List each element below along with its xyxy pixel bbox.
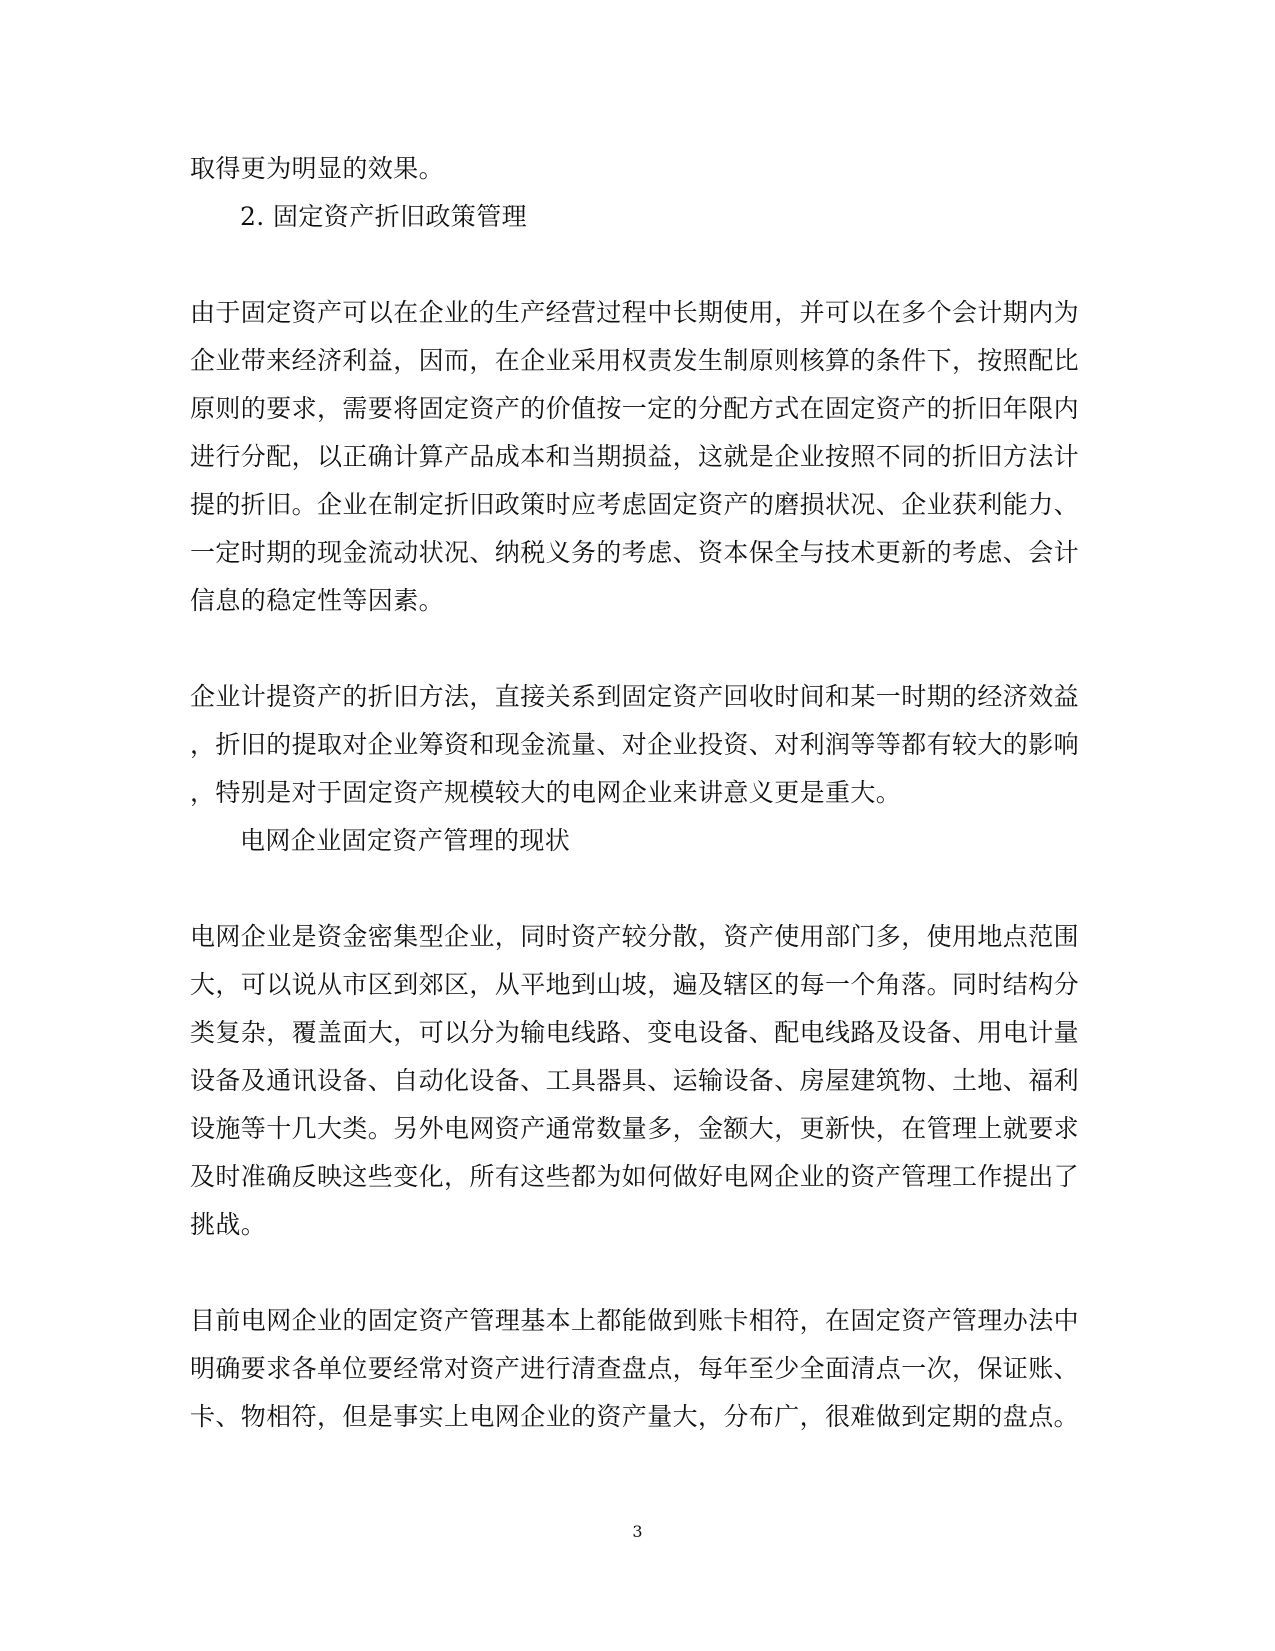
text-line: 信息的稳定性等因素。	[190, 586, 445, 615]
text-line: 由于固定资产可以在企业的生产经营过程中长期使用，并可以在多个会计期内为	[190, 298, 1080, 327]
text-line: 类复杂，覆盖面大，可以分为输电线路、变电设备、配电线路及设备、用电计量	[190, 1018, 1080, 1047]
text-line: 卡、物相符，但是事实上电网企业的资产量大，分布广，很难做到定期的盘点。	[190, 1402, 1080, 1431]
text-line: 设施等十几大类。另外电网资产通常数量多，金额大，更新快，在管理上就要求	[190, 1114, 1080, 1143]
text-line: 提的折旧。企业在制定折旧政策时应考虑固定资产的磨损状况、企业获利能力、	[190, 490, 1080, 519]
page-number: 3	[632, 1522, 643, 1541]
text-line: 一定时期的现金流动状况、纳税义务的考虑、资本保全与技术更新的考虑、会计	[190, 538, 1080, 567]
text-line: ，特别是对于固定资产规模较大的电网企业来讲意义更是重大。	[190, 778, 902, 807]
text-line: 明确要求各单位要经常对资产进行清查盘点，每年至少全面清点一次，保证账、	[190, 1354, 1080, 1383]
text-line: 目前电网企业的固定资产管理基本上都能做到账卡相符，在固定资产管理办法中	[190, 1306, 1080, 1335]
text-line: 进行分配，以正确计算产品成本和当期损益，这就是企业按照不同的折旧方法计	[190, 442, 1080, 471]
section-heading: 电网企业固定资产管理的现状	[240, 826, 571, 855]
text-line: 企业计提资产的折旧方法，直接关系到固定资产回收时间和某一时期的经济效益	[190, 682, 1080, 711]
text-line: 原则的要求，需要将固定资产的价值按一定的分配方式在固定资产的折旧年限内	[190, 394, 1080, 423]
section-heading: 2. 固定资产折旧政策管理	[240, 202, 528, 231]
text-line: 设备及通讯设备、自动化设备、工具器具、运输设备、房屋建筑物、土地、福利	[190, 1066, 1080, 1095]
text-line: 电网企业是资金密集型企业，同时资产较分散，资产使用部门多，使用地点范围	[190, 922, 1080, 951]
text-line: ，折旧的提取对企业筹资和现金流量、对企业投资、对利润等等都有较大的影响	[190, 730, 1080, 759]
text-line: 大，可以说从市区到郊区，从平地到山坡，遍及辖区的每一个角落。同时结构分	[190, 970, 1080, 999]
text-line: 挑战。	[190, 1210, 267, 1239]
text-line: 取得更为明显的效果。	[190, 154, 445, 183]
text-line: 及时准确反映这些变化，所有这些都为如何做好电网企业的资产管理工作提出了	[190, 1162, 1080, 1191]
text-line: 企业带来经济利益，因而，在企业采用权责发生制原则核算的条件下，按照配比	[190, 346, 1080, 375]
